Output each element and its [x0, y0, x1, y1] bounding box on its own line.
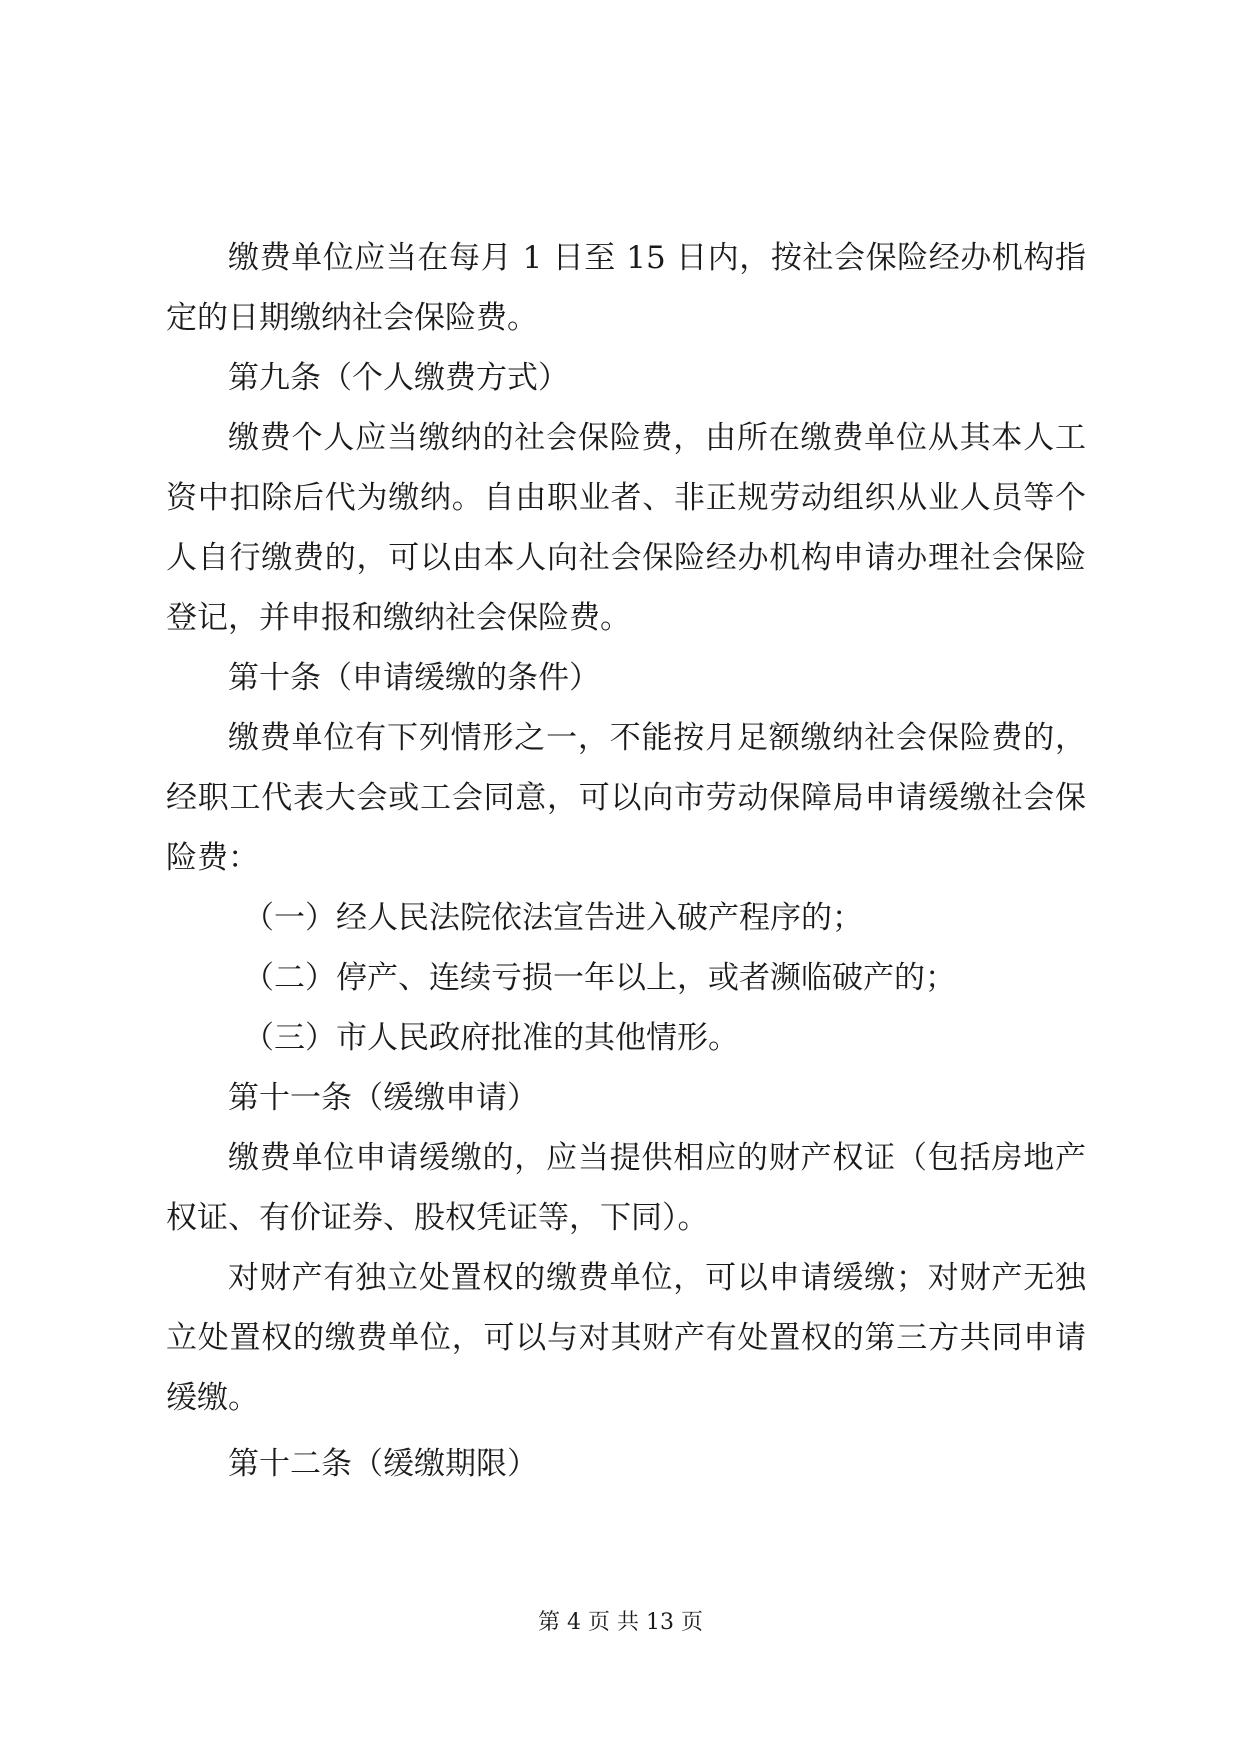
paragraph-individual-payment: 缴费个人应当缴纳的社会保险费，由所在缴费单位从其本人工资中扣除后代为缴纳。自由职业者、非正规劳动组织从业人员等个人自行缴费的，可以由本人向社会保险经办机构申请办理社会保险登记，并申报和缴纳社会保险费。	[166, 420, 1086, 636]
list-item-1: （一）经人民法院依法宣告进入破产程序的；	[243, 900, 863, 936]
list-item-2: （二）停产、连续亏损一年以上，或者濒临破产的；	[243, 960, 956, 996]
article-9-heading: 第九条（个人缴费方式）	[228, 360, 569, 396]
paragraph-deferral-conditions: 缴费单位有下列情形之一，不能按月足额缴纳社会保险费的，经职工代表大会或工会同意，可以向市劳动保障局申请缓缴社会保险费：	[166, 720, 1086, 876]
page-footer: 第 4 页 共 13 页	[538, 1610, 703, 1635]
article-11-heading: 第十一条（缓缴申请）	[228, 1080, 538, 1116]
article-10-heading: 第十条（申请缓缴的条件）	[228, 660, 600, 696]
paragraph-deferral-application: 缴费单位申请缓缴的，应当提供相应的财产权证（包括房地产权证、有价证券、股权凭证等，下同）。	[166, 1140, 1086, 1236]
paragraph-disposal-rights: 对财产有独立处置权的缴费单位，可以申请缓缴；对财产无独立处置权的缴费单位，可以与对其财产有处置权的第三方共同申请缓缴。	[166, 1260, 1086, 1416]
list-item-3: （三）市人民政府批准的其他情形。	[243, 1020, 739, 1056]
paragraph-payment-deadline: 缴费单位应当在每月 1 日至 15 日内，按社会保险经办机构指定的日期缴纳社会保险费。	[166, 240, 1086, 336]
document-body	[166, 228, 1086, 1494]
article-12-heading: 第十二条（缓缴期限）	[228, 1446, 538, 1482]
